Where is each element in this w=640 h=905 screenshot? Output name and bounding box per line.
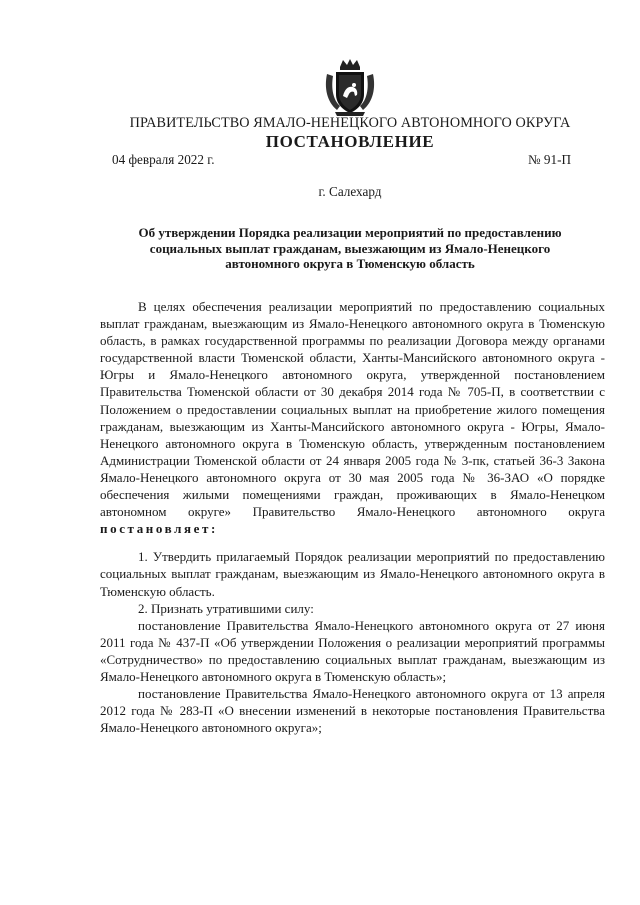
list-item: 2. Признать утратившими силу:	[138, 600, 314, 616]
coat-of-arms-icon	[323, 58, 377, 118]
document-date: 04 февраля 2022 г.	[112, 152, 215, 167]
list-item: постановление Правительства Ямало-Ненецкого автономного округа от 13 апреля 2012 года № 283-П «О внесении изменений в некоторые постановления Правительства Ямало-Ненецкого автономного округа»;	[100, 686, 605, 736]
list-item: постановление Правительства Ямало-Ненецкого автономного округа от 27 июня 2011 года № 437-П «Об утверждении Положения о реализации мероприятий программы «Сотрудничество» по предоставлению социальных выплат гражданам, выезжающим из Ямало-Ненецкого автономного округа в Тюменскую область»;	[100, 617, 605, 684]
document-body	[100, 298, 605, 736]
document-number: № 91-П	[528, 152, 571, 167]
document-city: г. Салехард	[318, 184, 382, 199]
document-subject: Об утверждении Порядка реализации мероприятий по предоставлению социальных выплат гражданам, выезжающим из Ямало-Ненецкого автономного округа в Тюменскую область	[138, 225, 562, 271]
preamble-paragraph	[100, 298, 605, 537]
government-name: ПРАВИТЕЛЬСТВО ЯМАЛО-НЕНЕЦКОГО АВТОНОМНОГО ОКРУГА	[129, 115, 571, 131]
list-item: 1. Утвердить прилагаемый Порядок реализации мероприятий по предоставлению социальных выплат гражданам, выезжающим из Ямало-Ненецкого автономного округа в Тюменскую область.	[100, 549, 605, 599]
document-type-title: ПОСТАНОВЛЕНИЕ	[265, 132, 435, 151]
preamble-text: В целях обеспечения реализации мероприятий по предоставлению социальных выплат гражданам, выезжающим из Ямало-Ненецкого автономного округа в Тюменскую область, в рамках государственной программы по реализации Договора между органами государственной власти Тюменской области, Ханты-Мансийского автономного округа - Югры и Ямало-Ненецкого автономного округа, утвержденной постановлением Правительства Тюменской области от 30 декабря 2014 года № 705-П, в соответствии с Положением о предоставлении социальных выплат на приобретение жилого помещения гражданам, выезжающим из Ханты-Мансийского автономного округа - Югры, Ямало-Ненецкого автономного округа в Тюменскую область, утвержденным постановлением Администрации Тюменской области от 24 января 2005 года № 3-пк, статьей 36-3 Закона Ямало-Ненецкого автономного округа от 30 мая 2005 года № 36-ЗАО «О порядке обеспечения жилыми помещениями граждан, проживающих в Ямало-Ненецком автономном округе» Правительство Ямало-Ненецкого автономного округа	[100, 299, 605, 520]
decree-word: постановляет:	[100, 521, 218, 537]
